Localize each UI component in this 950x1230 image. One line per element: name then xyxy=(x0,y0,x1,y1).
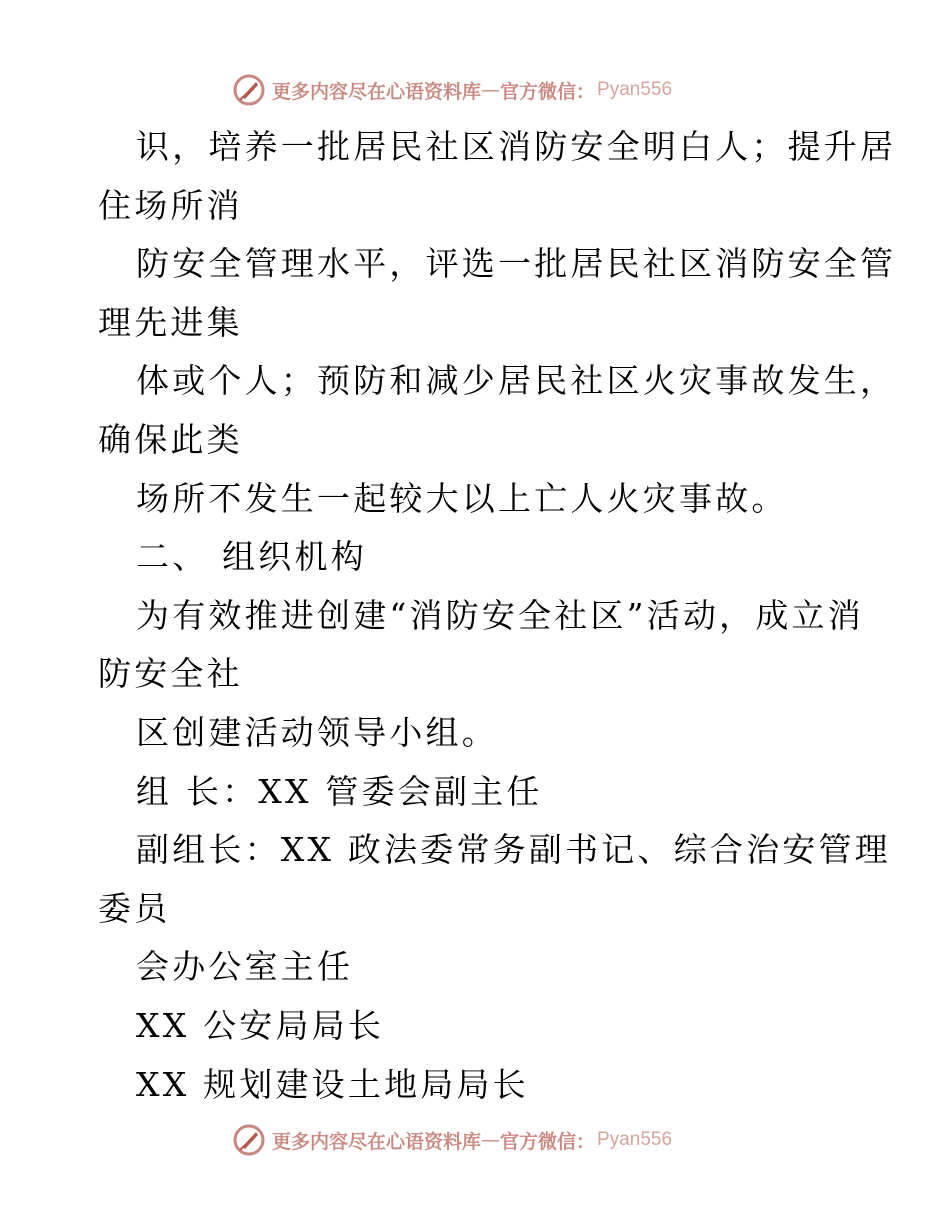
body-line: 识，培养一批居民社区消防安全明白人；提升居 xyxy=(136,127,897,166)
body-line: 体或个人；预防和减少居民社区火灾事故发生， xyxy=(136,361,897,401)
body-line: 理先进集 xyxy=(98,302,243,342)
footer-watermark xyxy=(232,1122,672,1158)
quill-logo-icon xyxy=(232,73,266,107)
watermark-wechat-id: Pyan556 xyxy=(597,1129,673,1150)
quill-logo-icon xyxy=(232,1123,266,1157)
body-line: 委员 xyxy=(98,888,171,928)
body-line: 防安全管理水平，评选一批居民社区消防安全管 xyxy=(136,244,897,284)
watermark-separator: — xyxy=(481,1129,501,1151)
watermark-wechat-label: 官方微信： xyxy=(500,80,596,103)
watermark-wechat-id: Pyan556 xyxy=(597,79,673,100)
body-line: 场所不发生一起较大以上亡人火灾事故。 xyxy=(136,478,788,518)
section-heading: 二、 组织机构 xyxy=(136,537,367,577)
body-line: 防安全社 xyxy=(98,654,243,694)
body-line: 住场所消 xyxy=(98,185,243,225)
body-line: 区创建活动领导小组。 xyxy=(136,712,498,752)
document-body xyxy=(98,118,897,1114)
body-line: XX 公安局局长 xyxy=(136,1005,385,1045)
body-line: 会办公室主任 xyxy=(136,947,354,987)
body-line: 组 长：XX 管委会副主任 xyxy=(136,771,543,811)
body-line: 副组长：XX 政法委常务副书记、综合治安管理 xyxy=(136,830,891,870)
watermark-main-text: 更多内容尽在心语资料库 xyxy=(272,80,482,103)
body-line: 确保此类 xyxy=(98,419,243,459)
watermark-wechat-label: 官方微信： xyxy=(500,1130,596,1153)
body-line: 为有效推进创建“消防安全社区”活动，成立消 xyxy=(136,595,864,635)
watermark-main-text: 更多内容尽在心语资料库 xyxy=(272,1130,482,1153)
watermark-separator: — xyxy=(481,79,501,101)
header-watermark xyxy=(232,72,672,108)
body-line: XX 规划建设土地局局长 xyxy=(136,1064,529,1104)
